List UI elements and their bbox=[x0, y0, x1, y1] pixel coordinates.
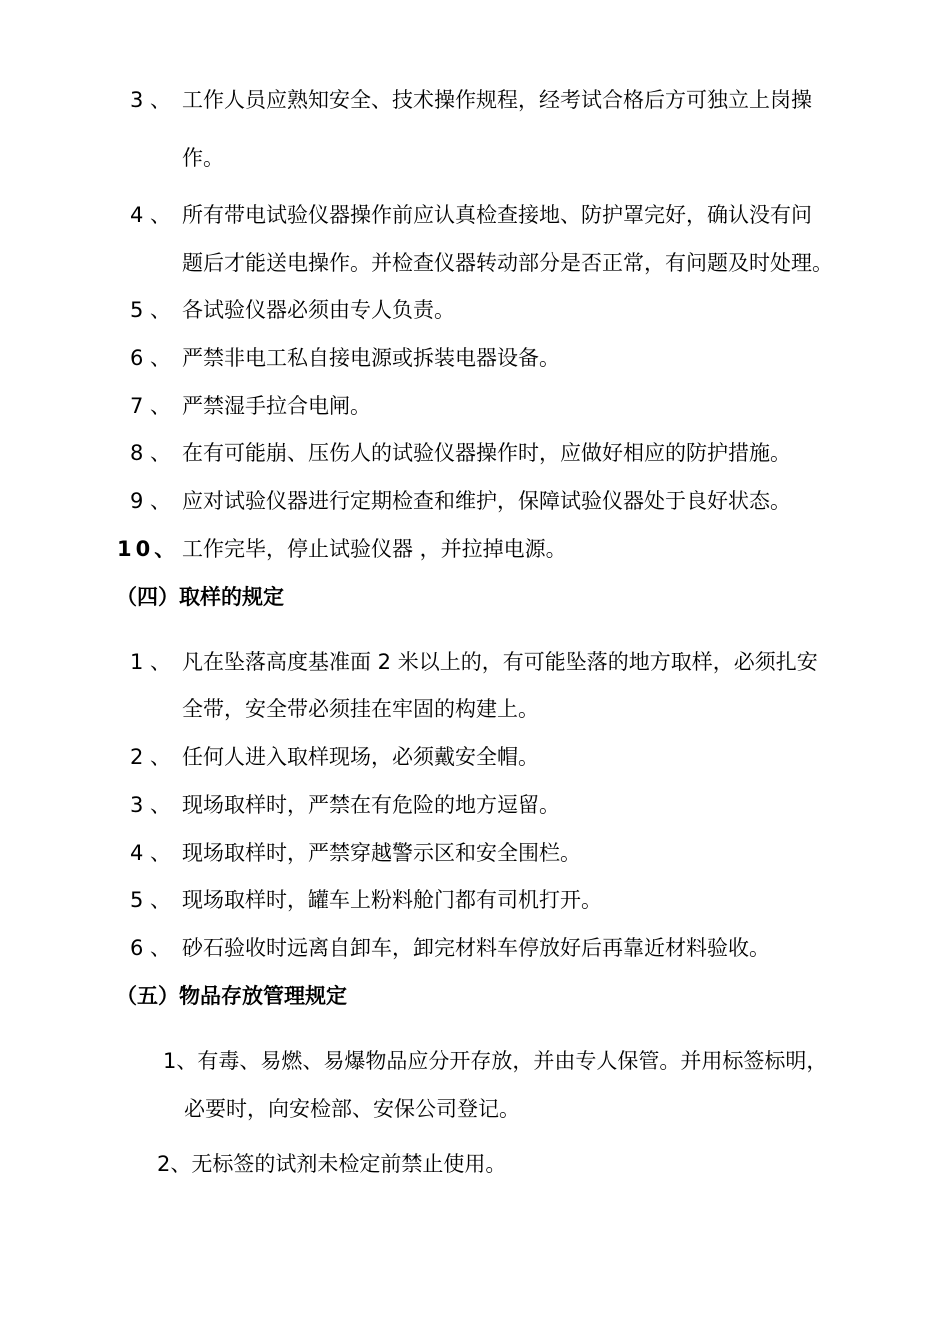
item-text: 所有带电试验仪器操作前应认真检查接地、防护罩完好，确认没有问 bbox=[182, 203, 812, 227]
item-number: 4 、 bbox=[130, 203, 172, 227]
item-text: 必要时，向安检部、安保公司登记。 bbox=[184, 1097, 520, 1121]
item-number: 9 、 bbox=[130, 489, 172, 513]
item-number: 1 、 bbox=[130, 650, 172, 674]
section-heading: （五）物品存放管理规定 bbox=[116, 984, 347, 1008]
item-text: 现场取样时，严禁在有危险的地方逗留。 bbox=[182, 793, 560, 817]
item-text: 1、有毒、易燃、易爆物品应分开存放，并由专人保管。并用标签标明， bbox=[163, 1049, 828, 1073]
item-text: 严禁非电工私自接电源或拆装电器设备。 bbox=[182, 346, 560, 370]
item-number: 3 、 bbox=[130, 88, 172, 112]
item-text: 题后才能送电操作。并检查仪器转动部分是否正常，有问题及时处理。 bbox=[182, 251, 833, 275]
item-number: 2 、 bbox=[130, 745, 172, 769]
item-number: 6 、 bbox=[130, 346, 172, 370]
item-text: 砂石验收时远离自卸车，卸完材料车停放好后再靠近材料验收。 bbox=[182, 936, 770, 960]
item-text: 凡在坠落高度基准面 2 米以上的，有可能坠落的地方取样，必须扎安 bbox=[182, 650, 818, 674]
item-text: 现场取样时，罐车上粉料舱门都有司机打开。 bbox=[182, 888, 602, 912]
item-number: 8 、 bbox=[130, 441, 172, 465]
section-heading: （四）取样的规定 bbox=[116, 585, 284, 609]
item-text: 各试验仪器必须由专人负责。 bbox=[182, 298, 455, 322]
item-number: 5 、 bbox=[130, 888, 172, 912]
item-number: 4 、 bbox=[130, 841, 172, 865]
item-text: 任何人进入取样现场，必须戴安全帽。 bbox=[182, 745, 539, 769]
item-text: 应对试验仪器进行定期检查和维护，保障试验仪器处于良好状态。 bbox=[182, 489, 791, 513]
item-text: 现场取样时，严禁穿越警示区和安全围栏。 bbox=[182, 841, 581, 865]
item-text: 严禁湿手拉合电闸。 bbox=[182, 394, 371, 418]
item-text: 全带，安全带必须挂在牢固的构建上。 bbox=[182, 697, 539, 721]
item-number: 10、 bbox=[117, 537, 180, 561]
item-text: 作。 bbox=[182, 146, 224, 170]
item-text: 2、无标签的试剂未检定前禁止使用。 bbox=[157, 1152, 507, 1176]
item-text: 在有可能崩、压伤人的试验仪器操作时，应做好相应的防护措施。 bbox=[182, 441, 791, 465]
item-number: 6 、 bbox=[130, 936, 172, 960]
item-number: 5 、 bbox=[130, 298, 172, 322]
item-number: 3 、 bbox=[130, 793, 172, 817]
item-number: 7 、 bbox=[130, 394, 172, 418]
item-text: 工作完毕，停止试验仪器 ，并拉掉电源。 bbox=[182, 537, 567, 561]
item-text: 工作人员应熟知安全、技术操作规程，经考试合格后方可独立上岗操 bbox=[182, 88, 812, 112]
